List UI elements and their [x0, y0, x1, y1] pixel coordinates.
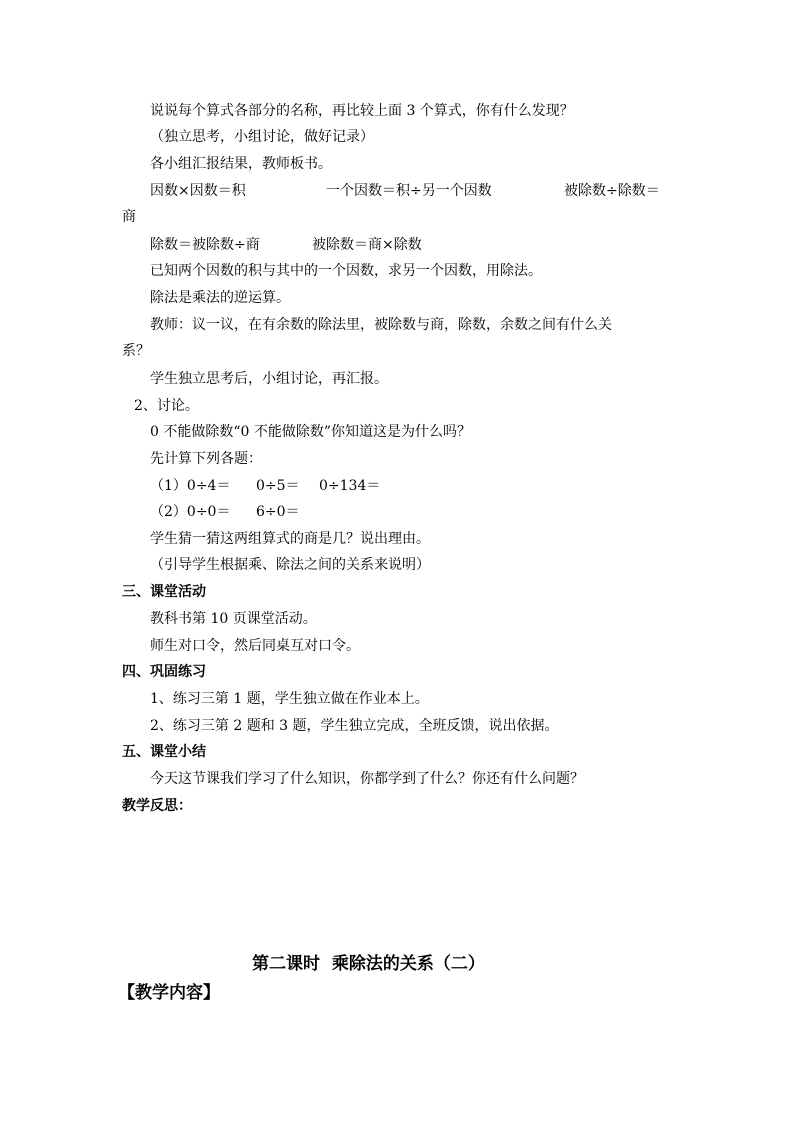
exercise-1b: 0÷5＝: [256, 478, 300, 494]
paragraph: （独立思考，小组讨论，做好记录）: [150, 129, 374, 145]
formula-dividend: 被除数＝商×除数: [312, 237, 422, 253]
section-heading: 三、课堂活动: [122, 584, 206, 600]
paragraph: 2、练习三第 2 题和 3 题，学生独立完成，全班反馈，说出依据。: [150, 718, 559, 734]
formula-divisor: 除数＝被除数÷商: [150, 237, 260, 253]
formula-quotient: 被除数÷除数＝: [564, 183, 660, 199]
paragraph: 先计算下列各题：: [150, 451, 262, 467]
paragraph: 2、讨论。: [134, 398, 199, 414]
exercise-1c: 0÷134＝: [319, 478, 381, 494]
paragraph: （引导学生根据乘、除法之间的关系来说明）: [150, 557, 430, 573]
paragraph: 1、练习三第 1 题，学生独立做在作业本上。: [150, 691, 429, 707]
paragraph: 今天这节课我们学习了什么知识，你都学到了什么？你还有什么问题？: [150, 771, 584, 787]
paragraph: 学生独立思考后，小组讨论，再汇报。: [150, 371, 388, 387]
formula-factor: 一个因数＝积÷另一个因数: [326, 183, 492, 199]
paragraph: 已知两个因数的积与其中的一个因数，求另一个因数，用除法。: [150, 263, 542, 279]
paragraph: 0 不能做除数“0 不能做除数”你知道这是为什么吗？: [150, 424, 472, 440]
lesson-title: 第二课时 乘除法的关系（二）: [252, 954, 485, 974]
reflection-label: 教学反思：: [122, 798, 192, 814]
formula-product: 因数×因数＝积: [150, 183, 246, 199]
paragraph: 教科书第 10 页课堂活动。: [150, 611, 317, 627]
exercise-2a: （2）0÷0＝: [150, 504, 231, 520]
exercise-2b: 6÷0＝: [256, 504, 300, 520]
content-header: 【教学内容】: [118, 983, 220, 1003]
section-heading: 五、课堂小结: [122, 744, 206, 760]
paragraph: 除法是乘法的逆运算。: [150, 290, 290, 306]
paragraph: 学生猜一猜这两组算式的商是几？说出理由。: [150, 531, 430, 547]
exercise-1a: （1）0÷4＝: [150, 478, 231, 494]
paragraph: 说说每个算式各部分的名称，再比较上面 3 个算式，你有什么发现？: [150, 103, 574, 119]
paragraph: 各小组汇报结果，教师板书。: [150, 156, 332, 172]
formula-quotient-wrap: 商: [122, 209, 136, 225]
paragraph: 师生对口令，然后同桌互对口令。: [150, 638, 360, 654]
section-heading: 四、巩固练习: [122, 664, 206, 680]
paragraph: 教师：议一议，在有余数的除法里，被除数与商，除数，余数之间有什么关: [150, 317, 612, 333]
paragraph-wrap: 系？: [122, 343, 150, 359]
